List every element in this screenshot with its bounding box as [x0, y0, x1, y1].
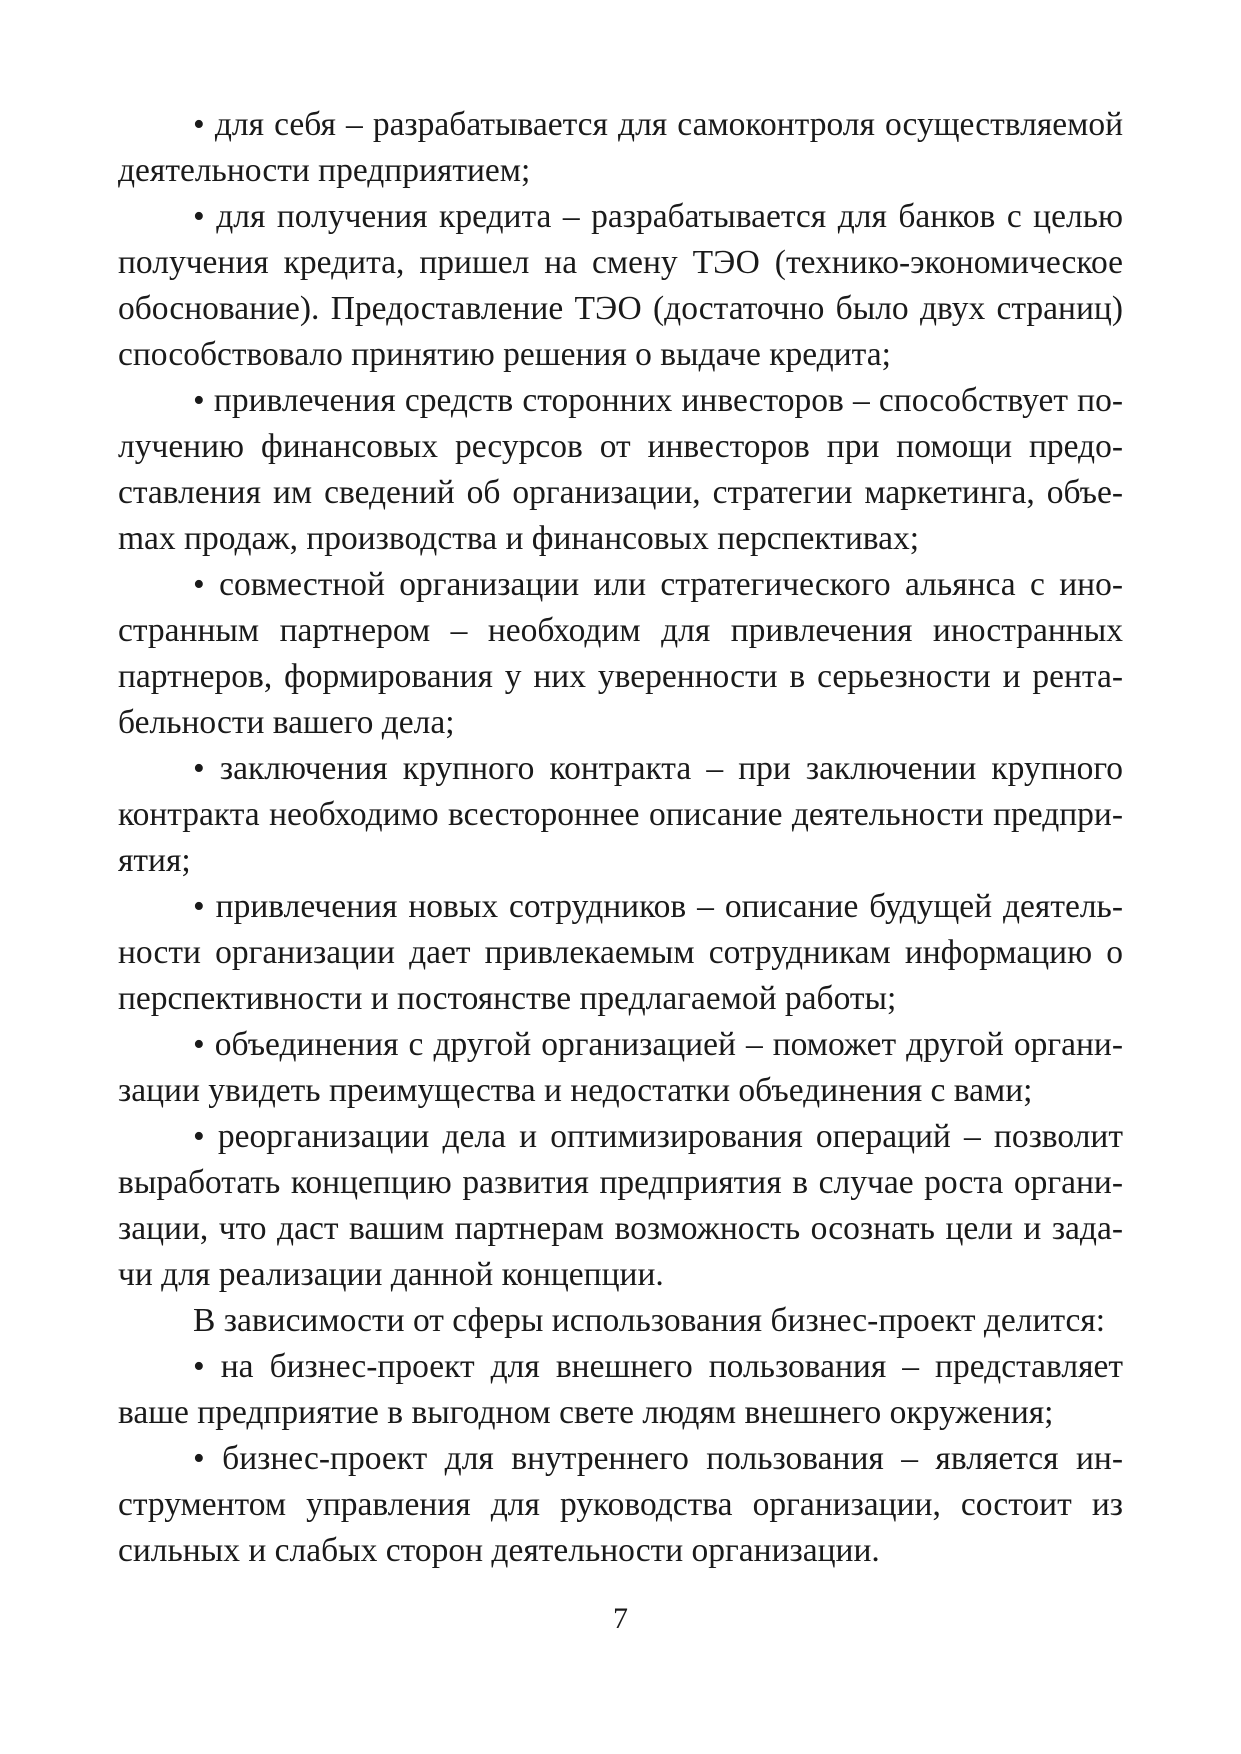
paragraph-bullet-investors: • привлечения средств сторонних инвесторов – способствует получению финансовых ресурсов от инвесторов при помощи предоставления им сведений об организации, стратегии маркетинга, объеmах продаж, производства и финансовых перспективах; — [118, 382, 1123, 557]
paragraph-bullet-self: • для себя – разрабатывается для самоконтроля осуществляемой деятельности предприятием; — [118, 106, 1123, 189]
document-body — [118, 102, 1123, 1574]
paragraph-bullet-reorganization: • реорганизации дела и оптимизирования операций – позволит выработать концепцию развития предприятия в случае роста организации, что даст вашим партнерам возможность осознать цели и задачи для реализации данной концепции. — [118, 1118, 1123, 1293]
paragraph-bullet-merger: • объединения с другой организацией – поможет другой организации увидеть преимущества и недостатки объединения с вами; — [118, 1026, 1123, 1109]
paragraph-bullet-employees: • привлечения новых сотрудников – описание будущей деятельности организации дает привлекаемым сотрудникам информацию о перспективности и постоянстве предлагаемой работы; — [118, 888, 1123, 1017]
paragraph-bullet-credit: • для получения кредита – разрабатывается для банков с целью получения кредита, пришел на смену ТЭО (технико-экономическое обоснование). Предоставление ТЭО (достаточно было двух страниц) способствовало принятию решения о выдаче кредита; — [118, 198, 1123, 373]
paragraph-bullet-joint-venture: • совместной организации или стратегического альянса с иностранным партнером – необходим для привлечения иностранных партнеров, формирования у них уверенности в серьезности и рентабельности вашего дела; — [118, 566, 1123, 741]
paragraph-usage-intro: В зависимости от сферы использования бизнес-проект делится: — [193, 1302, 1106, 1339]
paragraph-bullet-external: • на бизнес-проект для внешнего пользования – представляет ваше предприятие в выгодном свете людям внешнего окружения; — [118, 1348, 1123, 1431]
paragraph-bullet-contract: • заключения крупного контракта – при заключении крупного контракта необходимо всестороннее описание деятельности предприятия; — [118, 750, 1123, 879]
page-number: 7 — [613, 1602, 628, 1635]
paragraph-bullet-internal: • бизнес-проект для внутреннего пользования – является инструментом управления для руководства организации, состоит из сильных и слабых сторон деятельности организации. — [118, 1440, 1123, 1569]
